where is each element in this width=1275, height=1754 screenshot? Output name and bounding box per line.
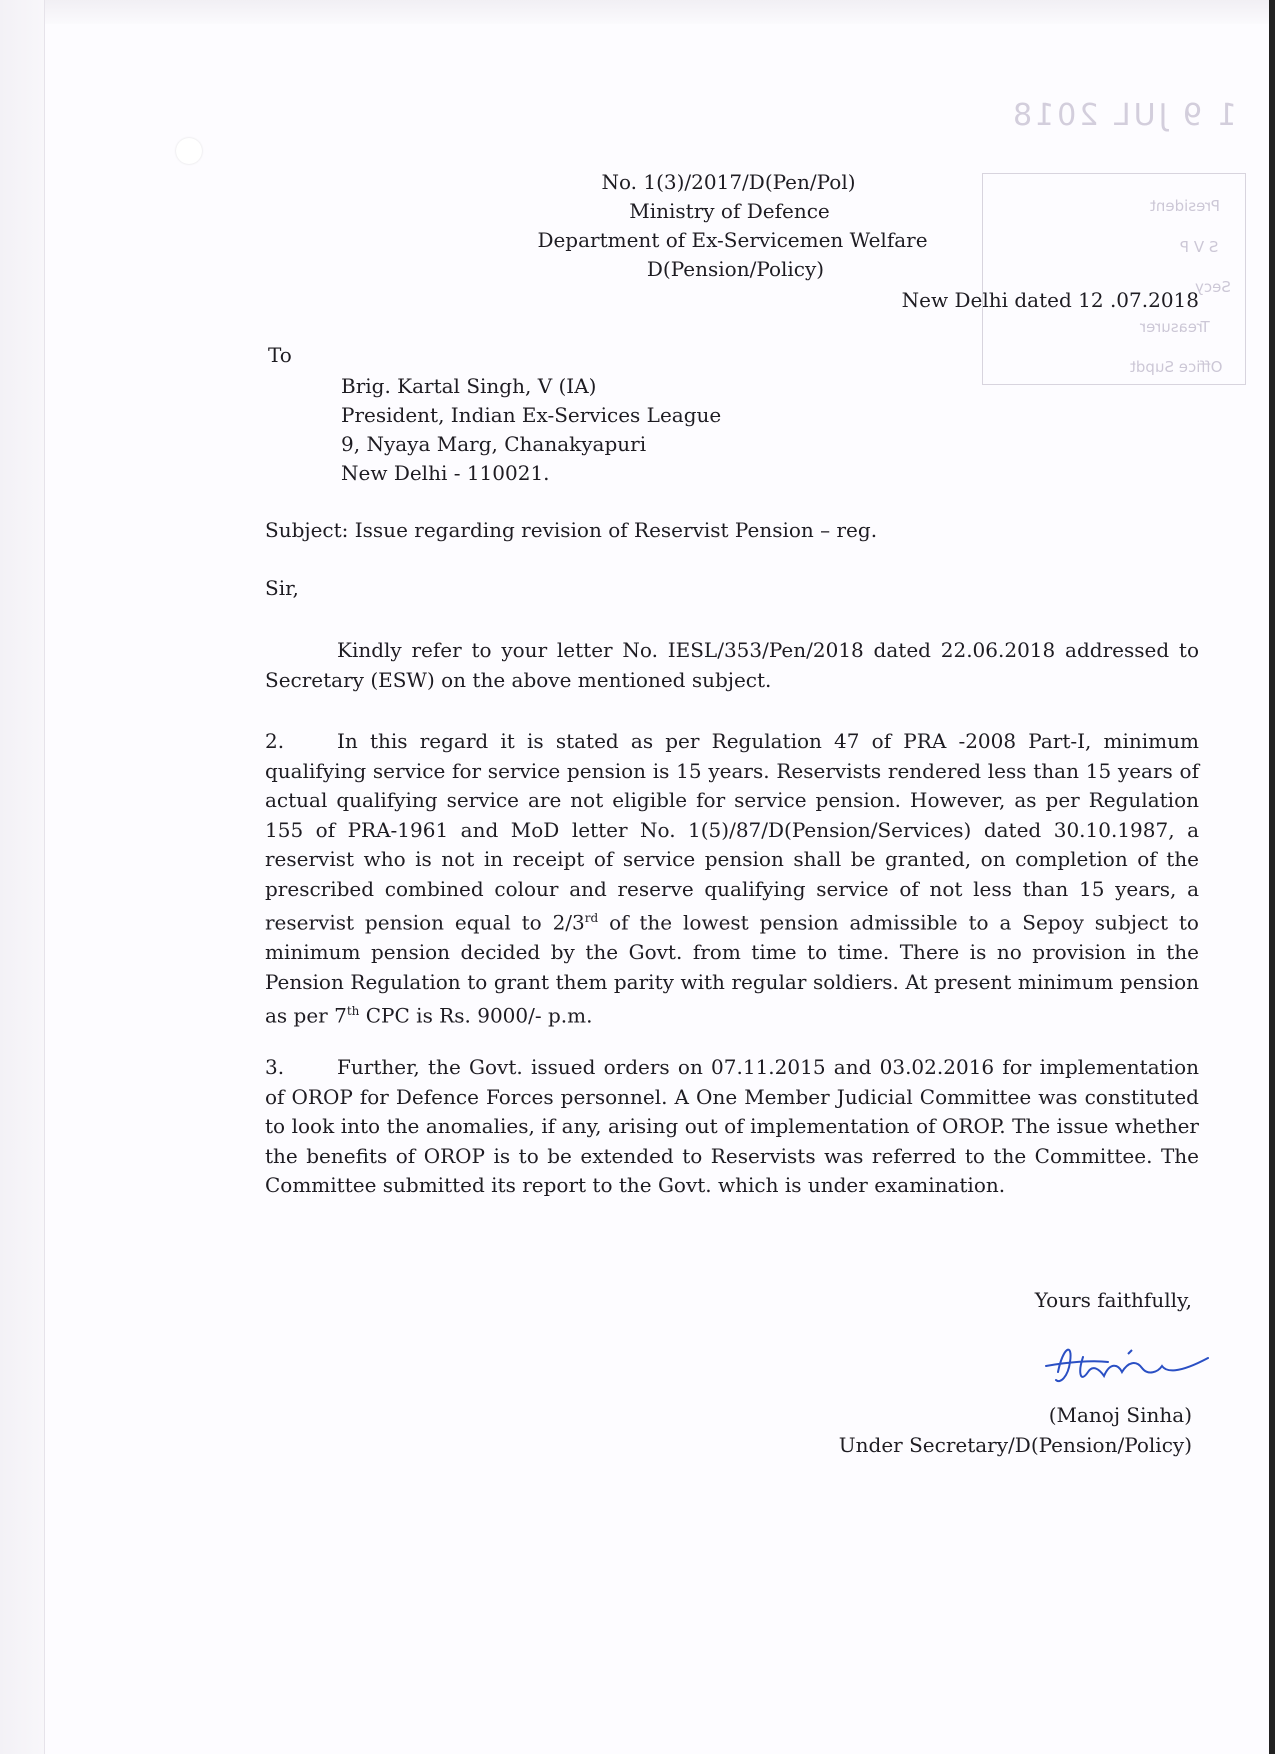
received-stamp-date: 1 9 JUL 2018 xyxy=(1010,98,1237,133)
paragraph-3 xyxy=(265,1053,1199,1201)
stamp-line-svp: S V P xyxy=(1180,238,1219,256)
closing-yours-faithfully: Yours faithfully, xyxy=(1034,1288,1192,1312)
paragraph-2-text-cont: of the lowest pension admissible to a Sepoy subject to minimum pension decided by the Govt. from time to time. There is no provision in the Pension Regulation to grant them parity with regular soldiers. At present minimum pension as per 7 xyxy=(265,910,1199,1028)
paragraph-2-text-end: CPC is Rs. 9000/- p.m. xyxy=(359,1003,593,1028)
to-label: To xyxy=(268,343,292,367)
file-number: No. 1(3)/2017/D(Pen/Pol) xyxy=(601,170,856,194)
subject-line: Subject: Issue regarding revision of Reservist Pension – reg. xyxy=(265,518,878,542)
stamp-line-president: President xyxy=(1150,197,1220,215)
recipient-line: Brig. Kartal Singh, V (IA) xyxy=(341,374,597,398)
signatory-designation: Under Secretary/D(Pension/Policy) xyxy=(838,1433,1192,1457)
paragraph-2-text: In this regard it is stated as per Regulation 47 of PRA -2008 Part-I, minimum qualifying service for service pension is 15 years. Reservists rendered less than 15 years of actual qualifying service are not eligible for service pension. However, as per Regulation 155 of PRA-1961 and MoD letter No. 1(5)/87/D(Pension/Services) dated 30.10.1987, a reservist who is not in receipt of service pension shall be granted, on completion of the prescribed combined colour and reserve qualifying service of not less than 15 years, a reservist pension equal to 2/3 xyxy=(265,729,1199,935)
paragraph-3-text: Further, the Govt. issued orders on 07.11.2015 and 03.02.2016 for implementation of OROP for Defence Forces personnel. A One Member Judicial Committee was constituted to look into the anomalies, if any, arising out of implementation of OROP. The issue whether the benefits of OROP is to be extended to Reservists was referred to the Committee. The Committee submitted its report to the Govt. which is under examination. xyxy=(265,1055,1199,1197)
paragraph-2-number: 2. xyxy=(265,729,285,753)
ministry-name: Ministry of Defence xyxy=(629,199,830,223)
paragraph-1-text: Kindly refer to your letter No. IESL/353/Pen/2018 dated 22.06.2018 addressed to Secretary (ESW) on the above mentioned subject. xyxy=(265,638,1199,692)
department-name: Department of Ex-Servicemen Welfare xyxy=(537,228,928,252)
stamp-line-treasurer: Treasurer xyxy=(1140,318,1210,336)
stamp-line-office-supdt: Office Supdt xyxy=(1130,358,1223,376)
paragraph-1 xyxy=(265,636,1199,695)
signature-image xyxy=(1038,1332,1218,1402)
paragraph-3-number: 3. xyxy=(265,1055,285,1079)
stamp-line-secy: Secy xyxy=(1195,278,1231,296)
superscript-rd: rd xyxy=(584,911,599,925)
dateline: New Delhi dated 12 .07.2018 xyxy=(901,288,1199,312)
salutation: Sir, xyxy=(265,576,299,600)
scan-edge-top xyxy=(0,0,1275,24)
recipient-line: 9, Nyaya Marg, Chanakyapuri xyxy=(341,432,647,456)
recipient-line: President, Indian Ex-Services League xyxy=(341,403,722,427)
recipient-line: New Delhi - 110021. xyxy=(341,461,550,485)
paragraph-2 xyxy=(265,727,1199,1031)
recipient-address xyxy=(341,372,721,488)
punch-hole xyxy=(176,138,202,164)
superscript-th: th xyxy=(346,1004,360,1019)
letter-header xyxy=(0,168,1275,284)
signatory-name: (Manoj Sinha) xyxy=(1048,1403,1192,1427)
division-name: D(Pension/Policy) xyxy=(646,257,825,281)
